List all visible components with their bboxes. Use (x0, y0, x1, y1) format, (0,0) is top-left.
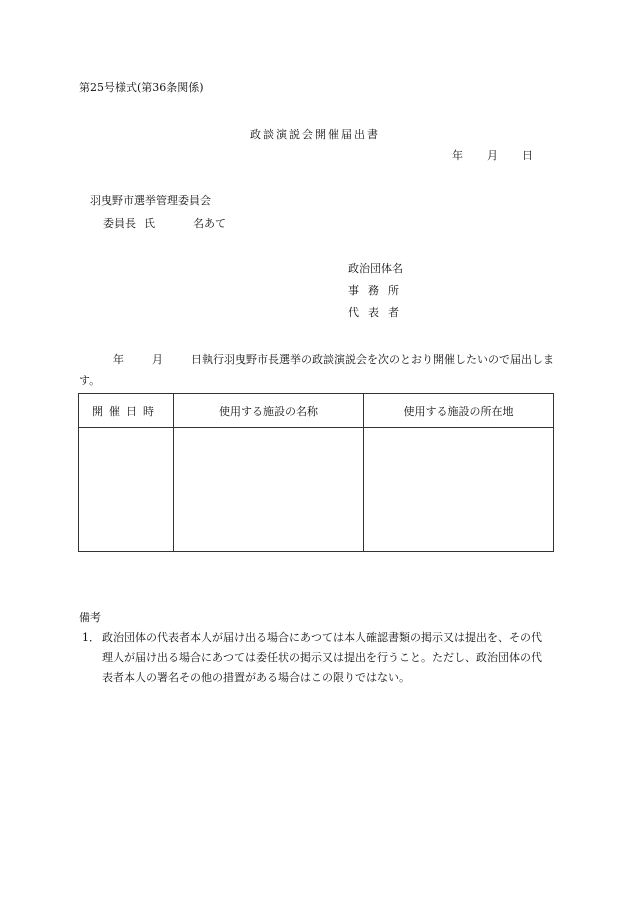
form-number: 第25号様式(第36条関係) (79, 81, 204, 94)
chairman-title: 委員長 (103, 217, 136, 230)
header-facility-name: 使用する施設の名称 (174, 394, 364, 428)
addressee-chairman (103, 217, 226, 231)
remarks-item-number: 1． (82, 631, 100, 644)
submission-date (452, 149, 533, 163)
cell-datetime (79, 428, 174, 552)
header-datetime: 開催日時 (79, 394, 174, 428)
cell-facility-location (364, 428, 554, 552)
remarks-item-text: 政治団体の代表者本人が届け出る場合にあつては本人確認書類の掲示又は提出を、その代理人が届け出る場合にあつては委任状の掲示又は提出を行うこと。ただし、政治団体の代表者本人の署名その他の措置がある場合はこの限りではない。 (102, 631, 542, 684)
date-day-label: 日 (522, 149, 533, 162)
body-year-label: 年 (113, 353, 124, 366)
remarks-item (82, 628, 552, 688)
remarks-heading: 備考 (79, 611, 101, 624)
table-row (79, 428, 554, 552)
org-office-label: 事務所 (348, 284, 408, 297)
event-table (78, 393, 554, 552)
cell-facility-name (174, 428, 364, 552)
chairman-honorific: 氏 (144, 217, 155, 230)
header-facility-location: 使用する施設の所在地 (364, 394, 554, 428)
chairman-suffix: 名あて (193, 217, 226, 230)
body-month-label: 月 (152, 353, 163, 366)
notification-body (79, 349, 559, 391)
body-text: 日執行羽曳野市長選挙の政談演説会を次のとおり開催したいので届出します。 (79, 353, 554, 387)
org-name-label: 政治団体名 (348, 262, 403, 275)
document-title: 政談演説会開催届出書 (250, 128, 380, 141)
addressee-committee: 羽曳野市選挙管理委員会 (90, 194, 211, 207)
table-header-row (79, 394, 554, 428)
date-year-label: 年 (452, 149, 463, 162)
date-month-label: 月 (487, 149, 498, 162)
org-representative-label: 代表者 (348, 306, 408, 319)
